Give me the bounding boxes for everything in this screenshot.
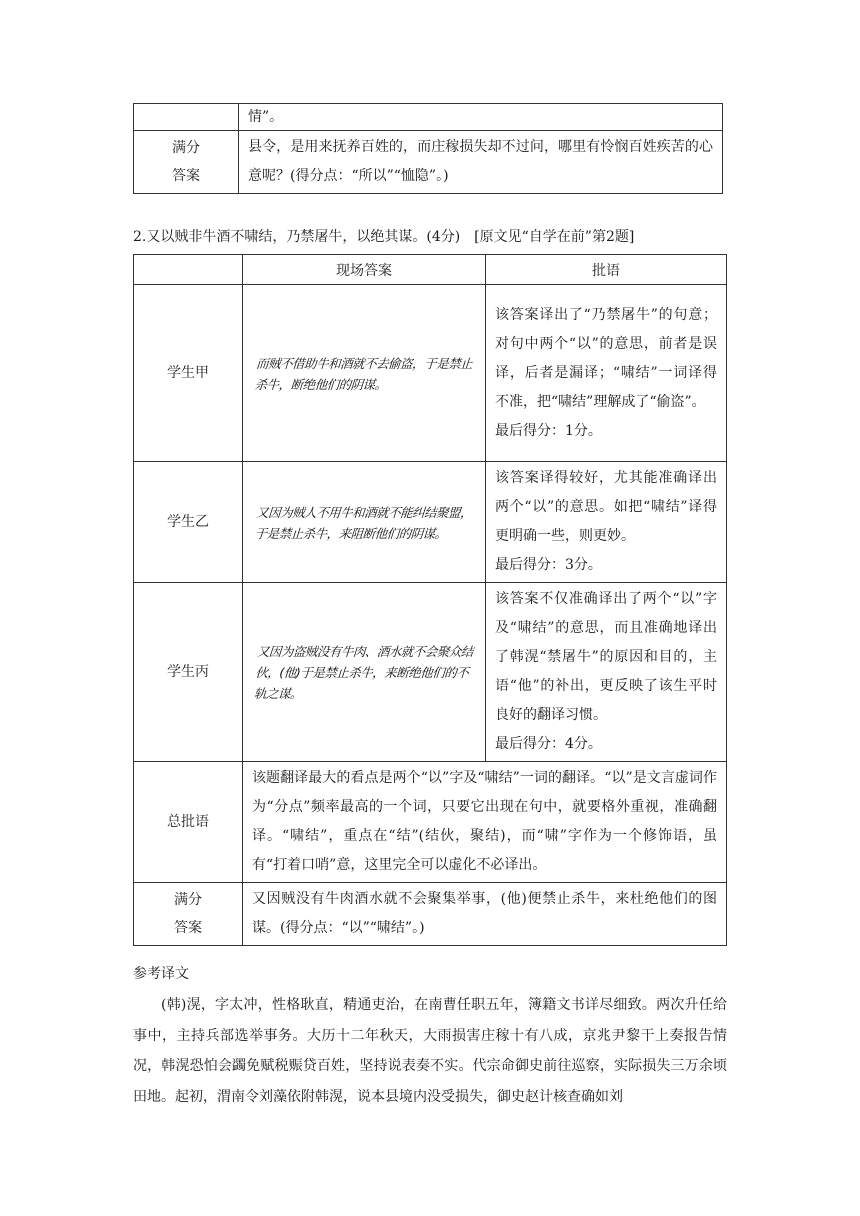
summary-text: 该题翻译最大的看点是两个“以”字及“啸结”一词的翻译。“以”是文言虚词作为“分点”频率最高的一个词，只要它出现在句中，就要格外重视，准确翻译。“啸结”，重点在“结”(结伙，聚结)，而“啸”字作为一个修饰语，虽有“打着口哨”意，这里完全可以虚化不必译出。 <box>243 762 727 883</box>
student-b-comment-cell <box>486 462 727 583</box>
student-c-handwriting: 又因为盗贼没有牛肉、酒水就不会聚众结伙，(他)于是禁止杀牛，来断绝他们的不轨之谋。 <box>236 583 492 762</box>
question-2-title: 2.又以贼非牛酒不啸结，乃禁屠牛，以绝其谋。(4分) [原文见“自学在前”第2题] <box>133 229 635 245</box>
full-answer-label: 满分 答案 <box>134 131 239 194</box>
student-b-handwriting: 又因为贼人不用牛和酒就不能纠结聚盟，于是禁止杀牛，来阻断他们的阴谋。 <box>238 462 489 583</box>
student-a-label: 学生甲 <box>134 285 243 462</box>
summary-label: 总批语 <box>134 762 243 883</box>
full-answer-text: 县令，是用来抚养百姓的，而庄稼损失却不过问，哪里有怜悯百姓疾苦的心意呢？(得分点：“所以”“恤隐”。) <box>239 131 723 194</box>
full-answer-text-2: 又因贼没有牛肉酒水就不会聚集举事，(他)便禁止杀牛，来杜绝他们的图谋。(得分点：“以”“啸结”。) <box>243 883 727 946</box>
student-b-comment: 该答案译得较好，尤其能准确译出两个“以”的意思。如把“啸结”译得更明确一些，则更妙。 <box>495 470 717 544</box>
reference-heading: 参考译文 <box>133 966 189 982</box>
student-b-score: 最后得分：3分。 <box>495 557 602 573</box>
answer-table-1 <box>133 103 723 194</box>
student-c-comment-cell <box>486 583 727 762</box>
student-a-handwriting: 而贼不借助牛和酒就不去偷盗，于是禁止杀牛，断绝他们的阴谋。 <box>236 285 491 462</box>
reference-paragraph: (韩)滉，字太冲，性格耿直，精通吏治，在南曹任职五年，簿籍文书详尽细致。两次升任给事中，主持兵部选举事务。大历十二年秋天，大雨损害庄稼十有八成，京兆尹黎干上奏报告情况，韩滉恐怕会蠲免赋税赈贷百姓，坚持说表奏不实。代宗命御史前往巡察，实际损失三万余顷田地。起初，渭南令刘藻依附韩滉，说本县境内没受损失，御史赵计核查确如刘 <box>133 997 727 1105</box>
student-b-label: 学生乙 <box>134 462 243 583</box>
student-a-comment: 该答案译出了“乃禁屠牛”的句意；对句中两个“以”的意思，前者是误译，后者是漏译；“啸结”一词译得不准，把“啸结”理解成了“偷盗”。 <box>495 306 717 410</box>
continued-text-cell <box>239 104 723 131</box>
empty-label-cell <box>134 104 239 131</box>
full-answer-label-2: 满分 答案 <box>134 883 243 946</box>
header-comment: 批语 <box>486 255 727 285</box>
student-c-comment: 该答案不仅准确译出了两个“以”字及“啸结”的意思，而且准确地译出了韩滉“禁屠牛”的原因和目的，主语“他”的补出，更反映了该生平时良好的翻译习惯。 <box>495 591 717 723</box>
answer-table-2 <box>133 254 727 946</box>
header-empty-cell <box>134 255 243 285</box>
continued-text: 情”。 <box>248 109 284 125</box>
student-a-comment-cell <box>486 285 727 462</box>
student-c-label: 学生丙 <box>134 583 243 762</box>
student-a-score: 最后得分：1分。 <box>495 422 602 439</box>
header-live-answer: 现场答案 <box>243 255 486 285</box>
student-c-score: 最后得分：4分。 <box>495 736 602 752</box>
